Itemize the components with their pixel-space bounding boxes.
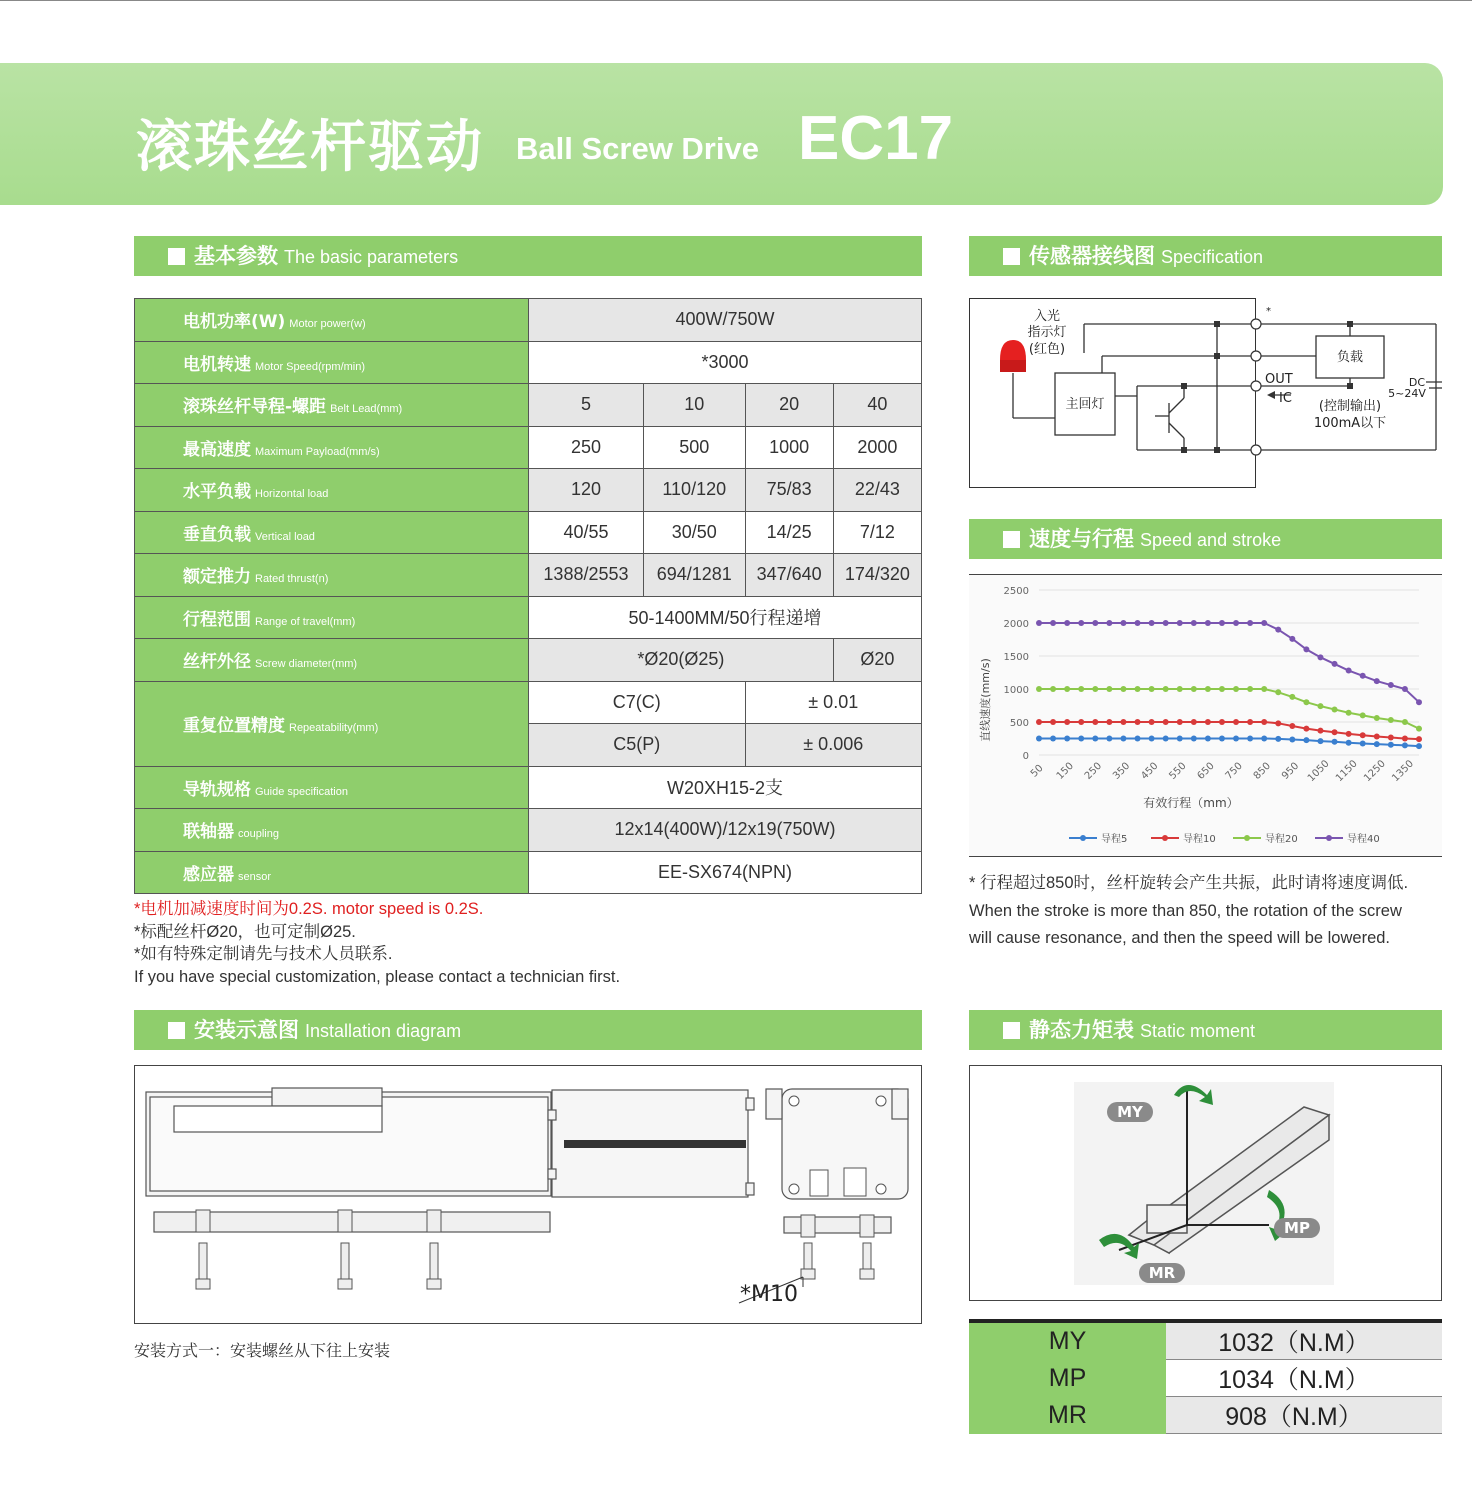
data-point	[1036, 620, 1042, 626]
data-point	[1388, 742, 1394, 748]
x-tick-label: 450	[1139, 760, 1161, 782]
data-point	[1360, 732, 1366, 738]
legend-label: 导程40	[1347, 834, 1380, 845]
svg-text:MY: MY	[1117, 1103, 1143, 1121]
data-point	[1149, 620, 1155, 626]
static-moment-diagram	[969, 1065, 1442, 1302]
bolt-label: *M10	[740, 1282, 798, 1307]
data-point	[1163, 719, 1169, 725]
svg-text:负载: 负载	[1336, 350, 1364, 365]
data-point	[1360, 673, 1366, 679]
data-point	[1064, 686, 1070, 692]
data-point	[1177, 736, 1183, 742]
x-tick-label: 1250	[1362, 758, 1388, 785]
data-point	[1233, 736, 1239, 742]
data-point	[1303, 737, 1309, 743]
installation-diagram	[134, 1065, 922, 1325]
data-point	[1135, 719, 1141, 725]
data-point	[1078, 686, 1084, 692]
parameters-table	[134, 298, 922, 894]
title-en: Ball Screw Drive	[516, 131, 759, 166]
x-tick-label: 650	[1195, 760, 1217, 782]
data-point	[1135, 736, 1141, 742]
data-point	[1135, 620, 1141, 626]
red-indicator-lamp-icon	[1000, 340, 1026, 372]
data-point	[1374, 678, 1380, 684]
data-point	[1388, 682, 1394, 688]
data-point	[1177, 686, 1183, 692]
data-point	[1317, 654, 1323, 660]
square-bullet-icon	[1003, 248, 1020, 265]
data-point	[1303, 646, 1309, 652]
square-bullet-icon	[168, 248, 185, 265]
y-axis-label: 直线速度(mm/s)	[979, 658, 992, 742]
section-static-moment: 静态力矩表 Static moment	[969, 1010, 1442, 1050]
data-point	[1402, 742, 1408, 748]
table-row: 重复位置精度 Repeatability(mm) C7(C) ± 0.01	[135, 681, 922, 724]
data-point	[1402, 736, 1408, 742]
data-point	[1332, 729, 1338, 735]
data-point	[1261, 686, 1267, 692]
data-point	[1247, 719, 1253, 725]
data-point	[1106, 736, 1112, 742]
data-point	[1360, 740, 1366, 746]
data-point	[1402, 686, 1408, 692]
data-point	[1360, 712, 1366, 718]
legend-marker	[1162, 835, 1168, 841]
data-point	[1205, 736, 1211, 742]
table-row: 滚珠丝杆导程-螺距 Belt Lead(mm) 5 10 20 40	[135, 384, 922, 427]
data-point	[1064, 620, 1070, 626]
x-tick-label: 250	[1082, 760, 1105, 782]
table-row: C5(P) ± 0.006	[135, 724, 922, 767]
data-point	[1289, 694, 1295, 700]
data-point	[1205, 620, 1211, 626]
title-banner	[0, 63, 1443, 205]
y-tick-label: 1000	[1003, 685, 1029, 696]
table-row: MY 1032（N.M）	[969, 1321, 1442, 1360]
table-row: 感应器 sensor EE-SX674(NPN)	[135, 851, 922, 894]
data-point	[1416, 726, 1422, 732]
table-row: 行程范围 Range of travel(mm) 50-1400MM/50行程递增	[135, 596, 922, 639]
data-point	[1261, 736, 1267, 742]
data-point	[1078, 736, 1084, 742]
data-point	[1163, 686, 1169, 692]
data-point	[1275, 720, 1281, 726]
x-tick-label: 150	[1054, 760, 1077, 782]
speed-note: * 行程超过850时，丝杆旋转会产生共振，此时请将速度调低. When the stroke is more than 850, the rotation of the screw will cause resonance, and then the speed will be lowered.	[969, 874, 1409, 947]
model-number: EC17	[798, 104, 954, 173]
data-point	[1219, 620, 1225, 626]
data-point	[1402, 719, 1408, 725]
data-point	[1233, 719, 1239, 725]
data-point	[1078, 620, 1084, 626]
data-point	[1332, 739, 1338, 745]
x-tick-label: 1050	[1305, 758, 1332, 785]
sensor-wiring-diagram	[969, 298, 1442, 490]
data-point	[1191, 620, 1197, 626]
data-point	[1289, 736, 1295, 742]
data-point	[1303, 726, 1309, 732]
data-point	[1346, 710, 1352, 716]
table-row: 导轨规格 Guide specification W20XH15-2支	[135, 766, 922, 809]
static-moment-table	[969, 1319, 1442, 1434]
svg-text:MP: MP	[1284, 1219, 1310, 1237]
data-point	[1289, 723, 1295, 729]
y-tick-label: 0	[1022, 751, 1029, 762]
svg-text:5~24V: 5~24V	[1388, 387, 1426, 400]
data-point	[1050, 719, 1056, 725]
data-point	[1247, 686, 1253, 692]
x-tick-label: 1150	[1333, 758, 1360, 785]
data-point	[1374, 741, 1380, 747]
installation-note: 安装方式一：安装螺丝从下往上安装	[134, 1343, 391, 1360]
table-row: 垂直负载 Vertical load 40/55 30/50 14/25 7/12	[135, 511, 922, 554]
svg-text:OUT: OUT	[1265, 372, 1293, 387]
data-point	[1289, 636, 1295, 642]
y-tick-label: 2500	[1003, 586, 1029, 597]
x-tick-label: 50	[1028, 762, 1046, 780]
table-row: MR 908（N.M）	[969, 1397, 1442, 1434]
data-point	[1149, 736, 1155, 742]
square-bullet-icon	[168, 1022, 185, 1039]
square-bullet-icon	[1003, 1022, 1020, 1039]
data-point	[1092, 736, 1098, 742]
data-point	[1275, 736, 1281, 742]
data-point	[1219, 736, 1225, 742]
legend-marker	[1080, 835, 1086, 841]
x-tick-label: 850	[1251, 760, 1274, 782]
table-row: 电机转速 Motor Speed(rpm/min) *3000	[135, 341, 922, 384]
data-point	[1233, 686, 1239, 692]
table-row: 最高速度 Maximum Payload(mm/s) 250 500 1000 2000	[135, 426, 922, 469]
data-point	[1416, 743, 1422, 749]
x-tick-label: 1350	[1390, 758, 1417, 785]
svg-text:(红色): (红色)	[1028, 342, 1066, 357]
title-cn: 滚珠丝杆驱动	[136, 115, 484, 180]
svg-text:IC: IC	[1279, 391, 1292, 406]
data-point	[1135, 686, 1141, 692]
data-point	[1106, 719, 1112, 725]
x-axis-label: 有效行程（mm）	[1143, 796, 1239, 810]
data-point	[1388, 735, 1394, 741]
data-point	[1106, 620, 1112, 626]
x-tick-label: 350	[1111, 760, 1133, 782]
data-point	[1416, 736, 1422, 742]
svg-text:*: *	[1266, 306, 1271, 317]
data-point	[1247, 736, 1253, 742]
data-point	[1120, 719, 1126, 725]
table-row: 电机功率(W) Motor power(w) 400W/750W	[135, 299, 922, 342]
legend-marker	[1326, 835, 1332, 841]
x-tick-label: 550	[1167, 760, 1189, 782]
svg-text:(控制输出): (控制输出)	[1318, 399, 1382, 414]
x-tick-label: 750	[1223, 760, 1245, 782]
data-point	[1064, 736, 1070, 742]
data-point	[1275, 627, 1281, 633]
table-row: 水平负载 Horizontal load 120 110/120 75/83 22/43	[135, 469, 922, 512]
data-point	[1374, 734, 1380, 740]
legend-label: 导程20	[1265, 834, 1298, 845]
legend-marker	[1244, 835, 1250, 841]
svg-text:入光: 入光	[1033, 309, 1061, 324]
data-point	[1163, 736, 1169, 742]
data-point	[1036, 686, 1042, 692]
data-point	[1092, 620, 1098, 626]
data-point	[1163, 620, 1169, 626]
data-point	[1092, 686, 1098, 692]
svg-text:指示灯: 指示灯	[1027, 325, 1067, 340]
data-point	[1205, 686, 1211, 692]
data-point	[1205, 719, 1211, 725]
speed-stroke-chart	[969, 574, 1442, 857]
speed-chart-svg	[969, 575, 1442, 858]
section-speed-stroke: 速度与行程 Speed and stroke	[969, 519, 1442, 559]
data-point	[1219, 686, 1225, 692]
data-point	[1317, 728, 1323, 734]
data-point	[1191, 736, 1197, 742]
svg-text:MR: MR	[1148, 1264, 1176, 1282]
data-point	[1050, 736, 1056, 742]
top-rule	[0, 0, 1472, 1]
data-point	[1191, 719, 1197, 725]
data-point	[1064, 719, 1070, 725]
data-point	[1106, 686, 1112, 692]
square-bullet-icon	[1003, 531, 1020, 548]
data-point	[1120, 686, 1126, 692]
data-point	[1346, 731, 1352, 737]
svg-text:100mA以下: 100mA以下	[1313, 416, 1387, 431]
data-point	[1332, 706, 1338, 712]
data-point	[1374, 715, 1380, 721]
data-point	[1078, 719, 1084, 725]
svg-text:DC: DC	[1408, 376, 1426, 389]
data-point	[1332, 661, 1338, 667]
parameter-notes: *电机加减速度时间为0.2S. motor speed is 0.2S. *标配丝杆Ø20，也可定制Ø25. *如有特殊定制请先与技术人员联系. If you have special customization, please contact a technician first.	[134, 900, 621, 986]
x-tick-label: 950	[1279, 760, 1302, 782]
data-point	[1219, 719, 1225, 725]
data-point	[1092, 719, 1098, 725]
legend-label: 导程10	[1183, 834, 1216, 845]
data-point	[1149, 686, 1155, 692]
section-basic-parameters: 基本参数 The basic parameters	[134, 236, 922, 276]
y-tick-label: 500	[1009, 718, 1029, 729]
table-row: 额定推力 Rated thrust(n) 1388/2553 694/1281 347/640 174/320	[135, 554, 922, 597]
data-point	[1275, 689, 1281, 695]
data-point	[1191, 686, 1197, 692]
svg-text:主回灯: 主回灯	[1065, 397, 1105, 412]
data-point	[1303, 699, 1309, 705]
section-sensor-wiring: 传感器接线图 Specification	[969, 236, 1442, 276]
data-point	[1233, 620, 1239, 626]
data-point	[1261, 620, 1267, 626]
data-point	[1120, 620, 1126, 626]
y-tick-label: 1500	[1003, 652, 1029, 663]
data-point	[1317, 703, 1323, 709]
section-installation: 安装示意图 Installation diagram	[134, 1010, 922, 1050]
data-point	[1317, 738, 1323, 744]
table-row: 联轴器 coupling 12x14(400W)/12x19(750W)	[135, 809, 922, 852]
data-point	[1416, 699, 1422, 705]
table-row: 丝杆外径 Screw diameter(mm) *Ø20(Ø25) Ø20	[135, 639, 922, 682]
data-point	[1177, 620, 1183, 626]
data-point	[1036, 736, 1042, 742]
data-point	[1388, 717, 1394, 723]
table-row: MP 1034（N.M）	[969, 1360, 1442, 1397]
data-point	[1050, 686, 1056, 692]
data-point	[1346, 668, 1352, 674]
legend-label: 导程5	[1101, 834, 1128, 845]
data-point	[1149, 719, 1155, 725]
y-tick-label: 2000	[1003, 619, 1029, 630]
data-point	[1177, 719, 1183, 725]
data-point	[1036, 719, 1042, 725]
data-point	[1120, 736, 1126, 742]
data-point	[1247, 620, 1253, 626]
data-point	[1050, 620, 1056, 626]
data-point	[1261, 719, 1267, 725]
data-point	[1346, 740, 1352, 746]
